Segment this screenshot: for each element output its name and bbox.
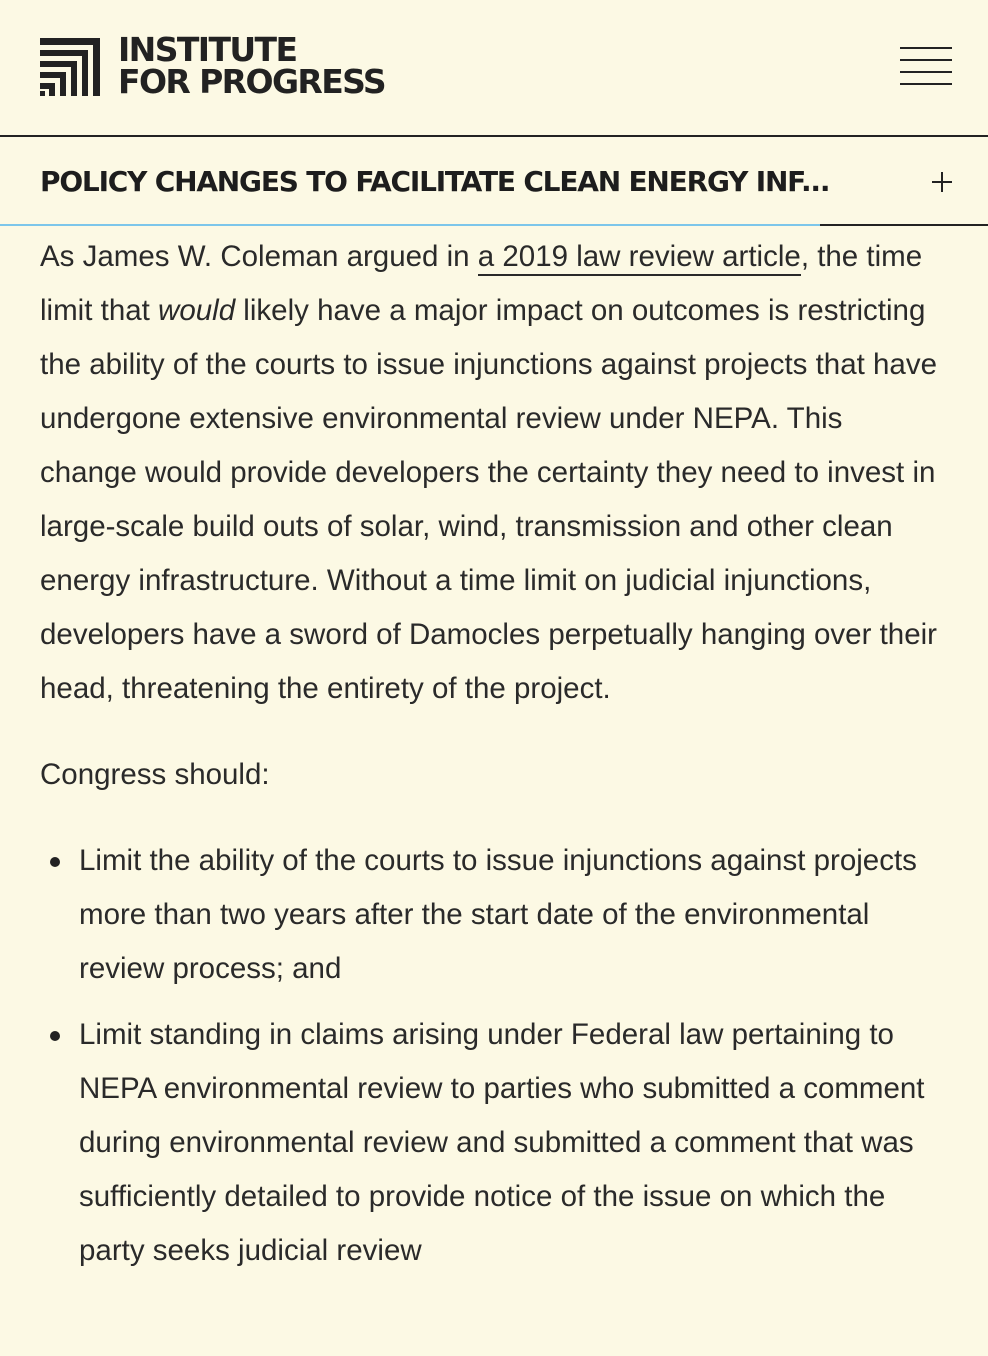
- recommendation-list: [40, 834, 940, 1278]
- institute-for-progress-logo-icon: [40, 38, 100, 96]
- plus-icon: [926, 166, 958, 198]
- law-review-article-link[interactable]: a 2019 law review article: [478, 240, 801, 276]
- reading-progress-bar: [0, 224, 988, 226]
- article-paragraph: [40, 230, 940, 716]
- paragraph-text: , the time limit that: [40, 240, 923, 327]
- expand-sections-button[interactable]: [926, 166, 958, 198]
- bullet-icon: [50, 1031, 60, 1041]
- site-header: [0, 0, 988, 137]
- list-item-text: Limit the ability of the courts to issue injunctions against projects more than two years after the start date of the environmental review process; and: [79, 844, 917, 985]
- article-paragraph: Congress should:: [40, 758, 270, 791]
- hamburger-menu-icon: [900, 45, 952, 89]
- section-title[interactable]: POLICY CHANGES TO FACILITATE CLEAN ENERGY INF...: [40, 165, 830, 198]
- emphasized-text: would: [158, 294, 236, 327]
- logo-line-1: INSTITUTE: [118, 30, 297, 69]
- bullet-icon: [50, 857, 60, 867]
- article-body: [40, 230, 940, 1290]
- menu-button[interactable]: [900, 45, 952, 89]
- logo-wordmark: [118, 30, 386, 101]
- paragraph-text: likely have a major impact on outcomes is restricting the ability of the courts to issue injunctions against projects that have undergone extensive environmental review under NEPA. This change would provide developers the certainty they need to invest in large-scale build outs of solar, wind, transmission and other clean energy infrastructure. Without a time limit on judicial injunctions, developers have a sword of Damocles perpetually hanging over their head, threatening the entirety of the project.: [40, 294, 937, 705]
- paragraph-text: As James W. Coleman argued in: [40, 240, 478, 273]
- reading-progress-fill: [0, 224, 820, 226]
- list-item-text: Limit standing in claims arising under Federal law pertaining to NEPA environmental review to parties who submitted a comment during environmental review and submitted a comment that was sufficiently detailed to provide notice of the issue on which the party seeks judicial review: [79, 1018, 925, 1267]
- logo-line-2: FOR PROGRESS: [118, 62, 386, 101]
- list-item: [40, 834, 940, 996]
- list-item: [40, 1008, 940, 1278]
